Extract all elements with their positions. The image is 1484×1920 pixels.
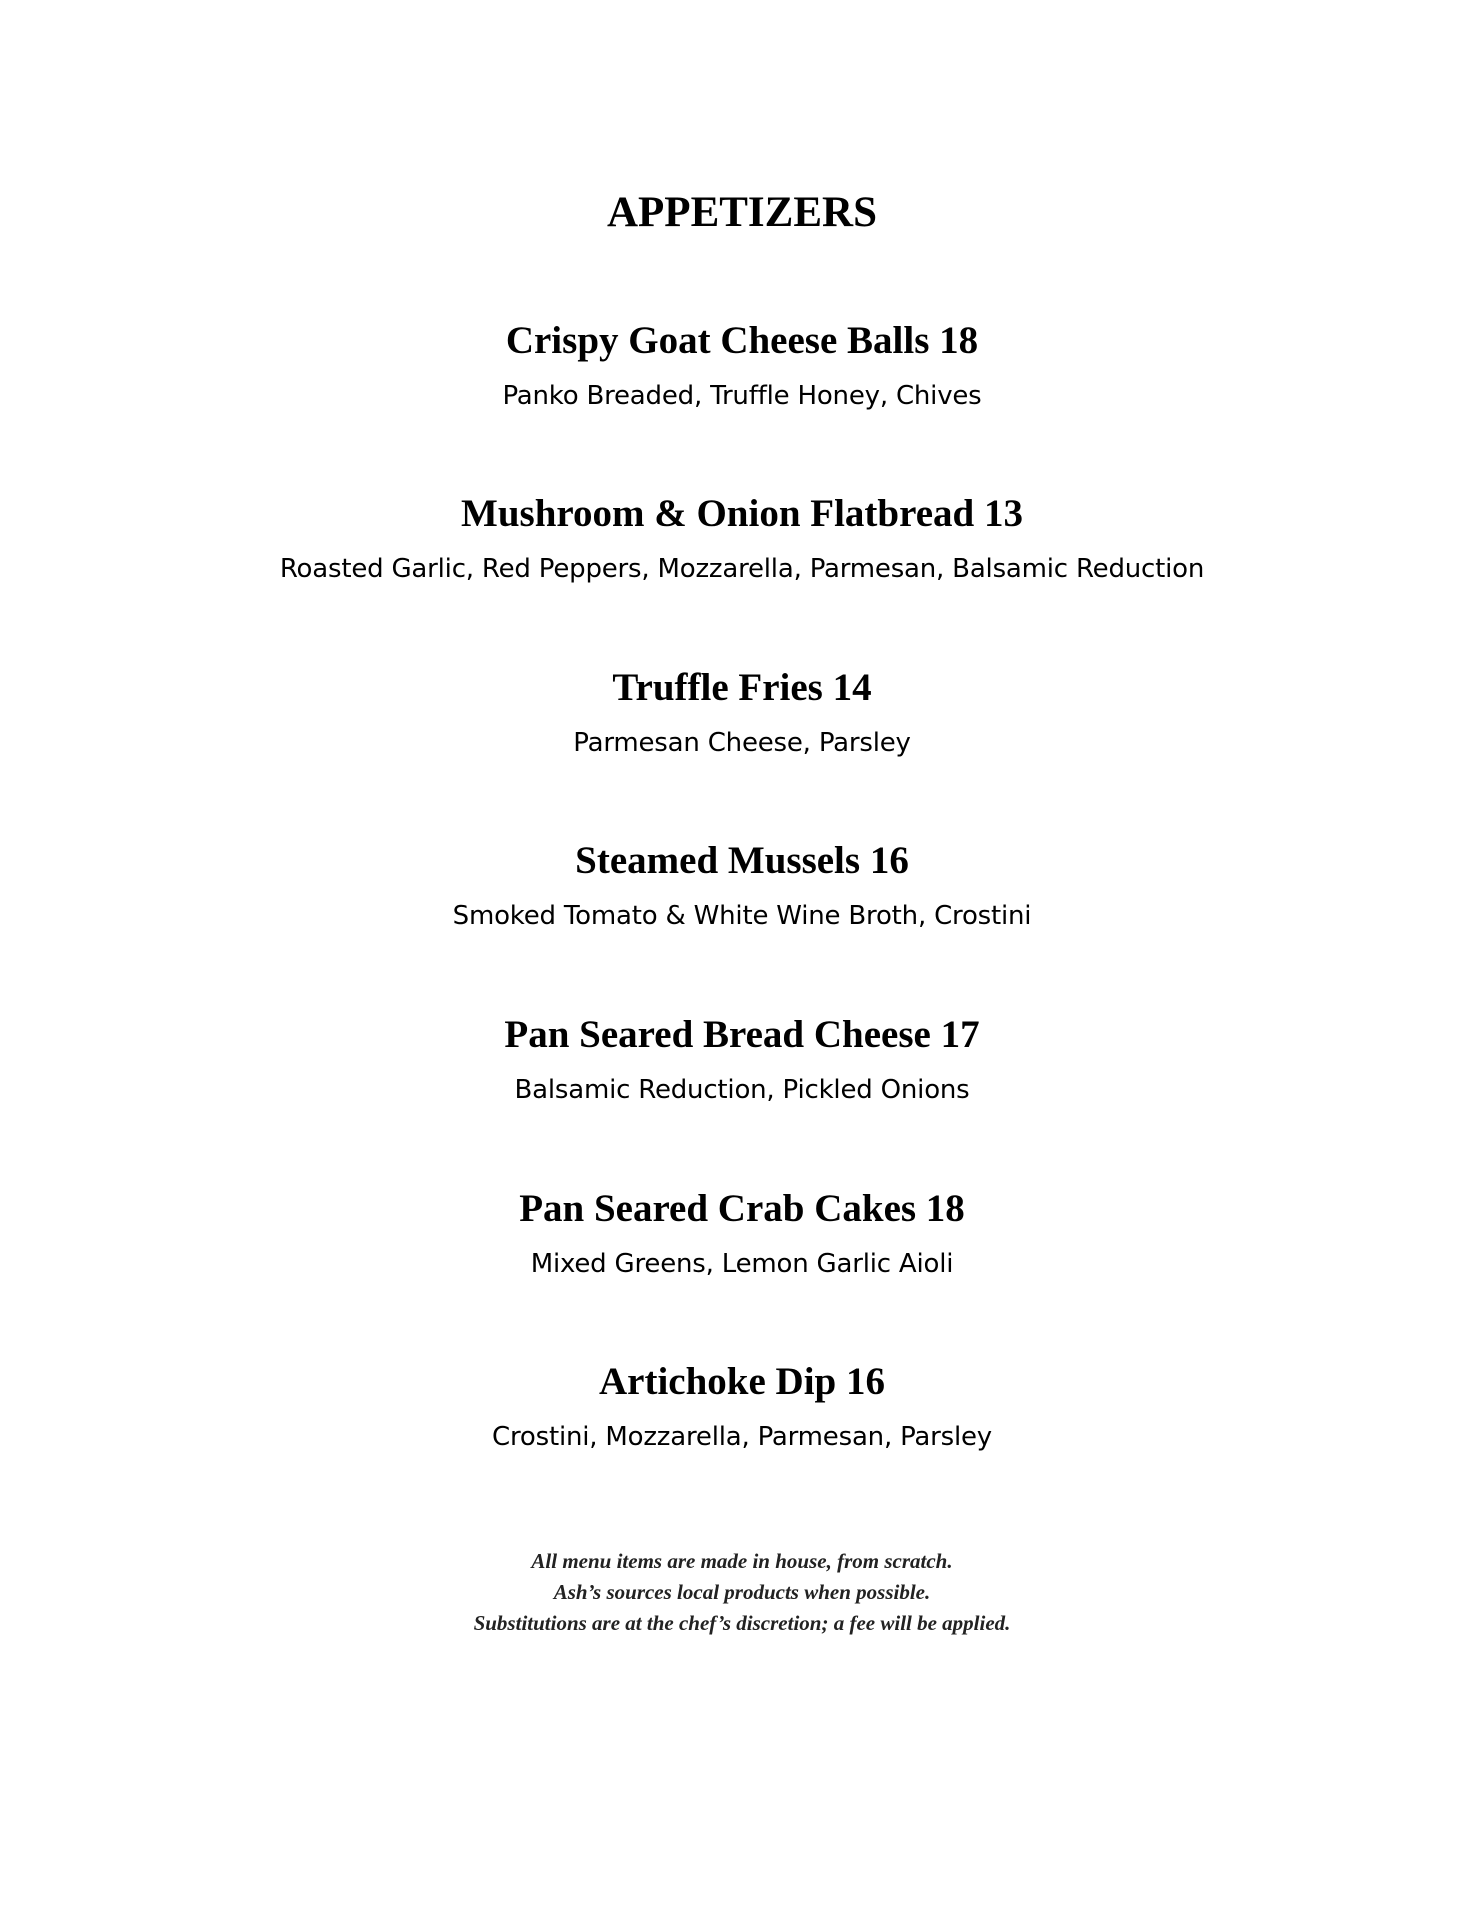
menu-item <box>0 1359 1484 1453</box>
menu-item-name: Crispy Goat Cheese Balls 18 <box>505 319 979 362</box>
menu-item-name: Pan Seared Crab Cakes 18 <box>519 1187 965 1230</box>
menu-item <box>0 318 1484 412</box>
menu-item-description: Parmesan Cheese, Parsley <box>573 728 911 758</box>
menu-item-name: Pan Seared Bread Cheese 17 <box>504 1013 980 1056</box>
footer-note: Ash’s sources local products when possible. <box>553 1580 931 1604</box>
menu-item-name: Truffle Fries 14 <box>612 666 872 709</box>
menu-title: APPETIZERS <box>606 189 877 236</box>
menu-item <box>0 838 1484 932</box>
footer-note: Substitutions are at the chef’s discretion; a fee will be applied. <box>473 1611 1011 1635</box>
menu-item-description: Crostini, Mozzarella, Parmesan, Parsley <box>492 1422 992 1452</box>
menu-item-name: Mushroom & Onion Flatbread 13 <box>461 492 1023 535</box>
menu-item <box>0 1012 1484 1106</box>
menu-item-description: Balsamic Reduction, Pickled Onions <box>514 1075 970 1105</box>
menu-item <box>0 1186 1484 1280</box>
menu-item-description: Panko Breaded, Truffle Honey, Chives <box>502 381 982 411</box>
menu-footer-notes <box>0 1546 1484 1639</box>
menu-item <box>0 665 1484 759</box>
footer-note: All menu items are made in house, from scratch. <box>531 1549 953 1573</box>
menu-item-description: Mixed Greens, Lemon Garlic Aioli <box>530 1249 954 1279</box>
menu-item-description: Roasted Garlic, Red Peppers, Mozzarella, Parmesan, Balsamic Reduction <box>279 554 1205 584</box>
menu-item-name: Steamed Mussels 16 <box>575 839 909 882</box>
menu-item-name: Artichoke Dip 16 <box>599 1360 885 1403</box>
menu-item <box>0 491 1484 585</box>
menu-item-description: Smoked Tomato & White Wine Broth, Crostini <box>452 901 1032 931</box>
